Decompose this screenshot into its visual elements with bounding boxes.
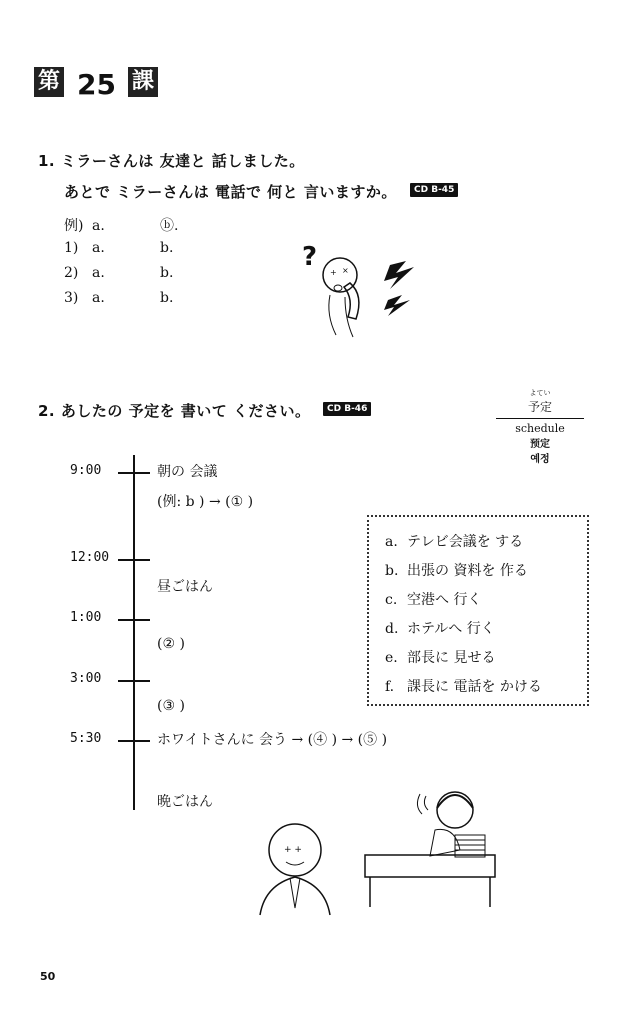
gloss-korean: 예정: [530, 454, 550, 465]
timeline-entry: 晩ごはん: [157, 794, 213, 810]
timeline-tick: [118, 619, 150, 621]
timeline-entry: (② ): [157, 636, 185, 652]
choice-label: a.: [385, 534, 398, 550]
cd-track-badge-1: CD B-45: [410, 183, 458, 197]
timeline-entry: 朝の 会議: [157, 464, 218, 480]
answer-option-b[interactable]: ⓑ.: [160, 218, 179, 234]
choice-label: d.: [385, 621, 399, 637]
timeline-entry: (③ ): [157, 698, 185, 714]
choice-label: c.: [385, 592, 398, 608]
timeline-tick: [118, 472, 150, 474]
timeline-time: 12:00: [70, 550, 110, 565]
choice-label: e.: [385, 650, 398, 666]
answer-row: [64, 240, 173, 256]
gloss-divider: [496, 418, 584, 419]
choice-item: [385, 618, 495, 638]
svg-text:×: ×: [342, 266, 349, 275]
page-number: 50: [40, 970, 56, 983]
answer-row: [64, 265, 173, 281]
answer-option-a[interactable]: a.: [92, 290, 105, 306]
choice-item: [385, 531, 523, 551]
vocab-gloss: [490, 388, 590, 465]
answer-row-number: 2): [64, 265, 79, 281]
timeline-entry: ホワイトさんに 会う → (④ ) → (⑤ ): [157, 732, 388, 748]
section1-line2: あとで ミラーさんは 電話で 何と 言いますか。: [64, 183, 397, 201]
answer-row: [64, 290, 173, 306]
answer-option-b[interactable]: b.: [160, 240, 174, 256]
timeline-tick: [118, 740, 150, 742]
lesson-ka: 課: [131, 69, 154, 94]
cd-track-badge-2: CD B-46: [323, 402, 371, 416]
lesson-ka-box: [128, 67, 158, 97]
answer-option-b[interactable]: b.: [160, 265, 174, 281]
choice-item: [385, 589, 481, 609]
choice-text: テレビ会議を する: [407, 534, 524, 550]
answer-row-number: 例): [64, 218, 84, 234]
choice-text: 出張の 資料を 作る: [407, 563, 528, 579]
section1-line1: 1. ミラーさんは 友達と 話しました。: [38, 152, 305, 170]
answer-row-number: 3): [64, 290, 79, 306]
gloss-word: 予定: [527, 400, 552, 414]
timeline-time: 5:30: [70, 731, 102, 746]
choice-box: [367, 515, 589, 706]
timeline-tick: [118, 559, 150, 561]
answer-option-b[interactable]: b.: [160, 290, 174, 306]
gloss-chinese: 预定: [530, 439, 550, 450]
lesson-dai: 第: [37, 69, 60, 94]
choice-item: [385, 647, 495, 667]
gloss-ruby: よてい: [529, 389, 551, 397]
timeline-time: 1:00: [70, 610, 102, 625]
lightning-icon: [384, 261, 414, 289]
lesson-number: 25: [77, 68, 116, 101]
choice-item: [385, 560, 528, 580]
svg-text:+ +: + +: [284, 845, 302, 855]
answer-option-a[interactable]: a.: [92, 240, 105, 256]
timeline-entry: 昼ごはん: [157, 579, 213, 595]
svg-text:+: +: [330, 268, 337, 277]
choice-text: 空港へ 行く: [407, 592, 482, 608]
choice-text: ホテルへ 行く: [407, 621, 495, 637]
choice-label: b.: [385, 563, 399, 579]
answer-row-number: 1): [64, 240, 79, 256]
choice-text: 課長に 電話を かける: [407, 679, 542, 695]
question-mark-icon: ?: [302, 242, 318, 272]
office-people-illustration: [250, 780, 510, 920]
timeline-time: 3:00: [70, 671, 102, 686]
timeline-time: 9:00: [70, 463, 102, 478]
choice-text: 部長に 見せる: [407, 650, 496, 666]
answer-option-a[interactable]: a.: [92, 265, 105, 281]
lesson-dai-box: [34, 67, 64, 97]
phone-character-illustration: [290, 235, 440, 355]
section2-instruction: 2. あしたの 予定を 書いて ください。: [38, 402, 311, 420]
answer-option-a[interactable]: a.: [92, 218, 105, 234]
gloss-english: schedule: [515, 422, 565, 435]
timeline-axis: [133, 455, 135, 810]
choice-label: f.: [385, 679, 395, 695]
timeline-tick: [118, 680, 150, 682]
answer-row: [64, 215, 178, 235]
choice-item: [385, 676, 542, 696]
timeline-entry: (例: b ) → (① ): [157, 494, 254, 510]
